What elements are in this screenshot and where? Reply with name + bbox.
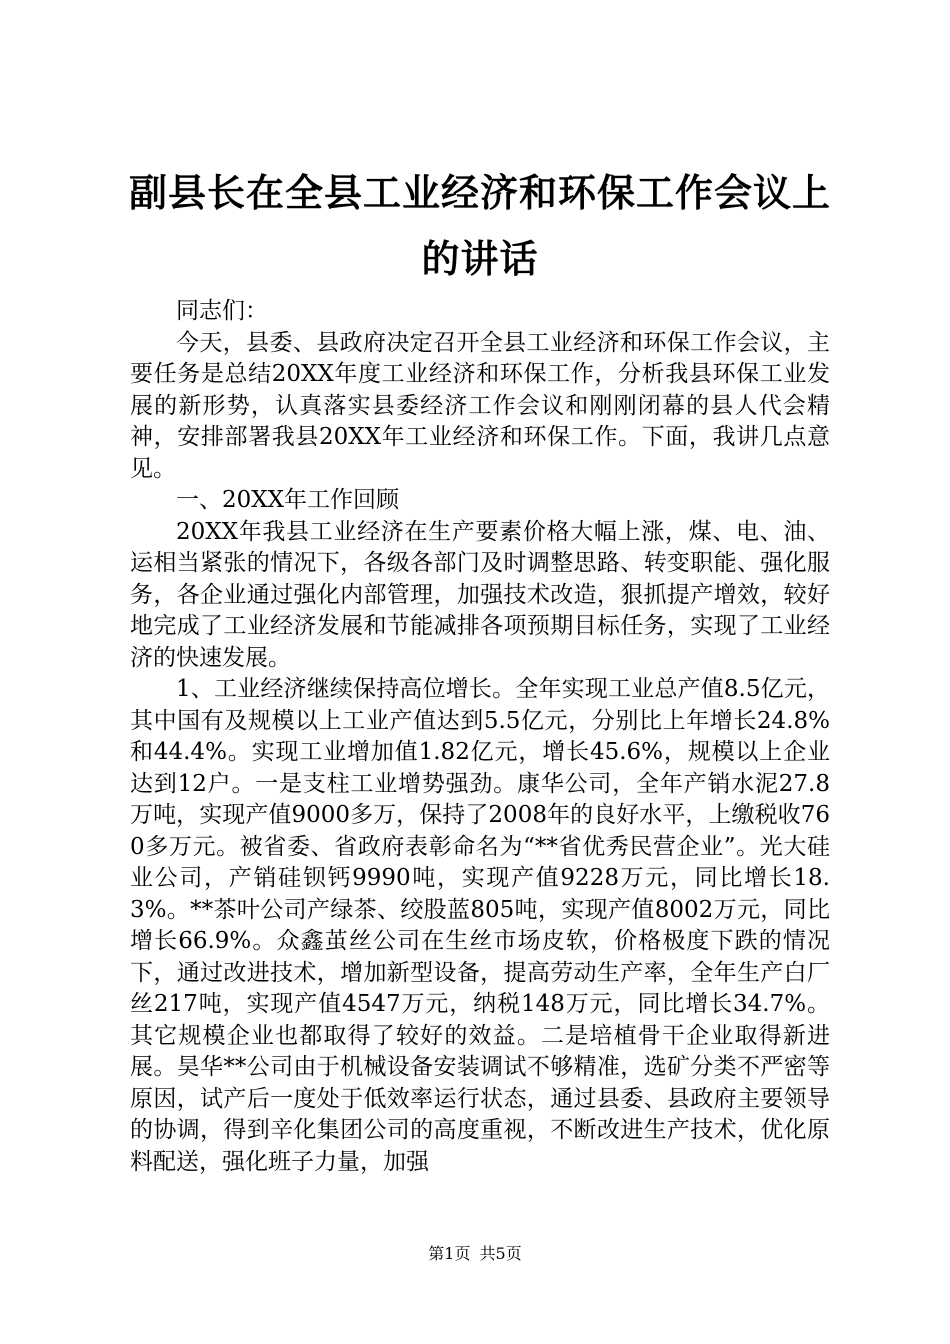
page-number: 第1页: [428, 1244, 471, 1263]
salutation-paragraph: 同志们：: [176, 298, 268, 324]
section-heading: 一、20XX年工作回顾: [176, 487, 400, 513]
body-paragraph: 今天，县委、县政府决定召开全县工业经济和环保工作会议，主要任务是总结20XX年度工业经济和环保工作，分析我县环保工业发展的新形势，认真落实县委经济工作会议和刚刚闭幕的县人代会精神，安排部署我县20XX年工业经济和环保工作。下面，我讲几点意见。: [130, 329, 830, 482]
document-title: 副县长在全县工业经济和环保工作会议上的讲话: [128, 170, 831, 281]
body-paragraph: 1、工业经济继续保持高位增长。全年实现工业总产值8.5亿元，其中国有及规模以上工业产值达到5.5亿元，分别比上年增长24.8%和44.4%。实现工业增加值1.82亿元，增长45.6%，规模以上企业达到12户。一是支柱工业增势强劲。康华公司，全年产销水泥27.8万吨，实现产值9000多万，保持了2008年的良好水平，上缴税收760多万元。被省委、省政府表彰命名为“**省优秀民营企业”。光大硅业公司，产销硅钡钙9990吨，实现产值9228万元，同比增长18.3%。**茶叶公司产绿茶、绞股蓝805吨，实现产值8002万元，同比增长66.9%。众鑫茧丝公司在生丝市场皮软，价格极度下跌的情况下，通过改进技术，增加新型设备，提高劳动生产率，全年生产白厂丝217吨，实现产值4547万元，纳税148万元，同比增长34.7%。其它规模企业也都取得了较好的效益。二是培植骨干企业取得新进展。昊华**公司由于机械设备安装调试不够精准，选矿分类不严密等原因，试产后一度处于低效率运行状态，通过县委、县政府主要领导的协调，得到辛化集团公司的高度重视，不断改进生产技术，优化原料配送，强化班子力量，加强: [130, 676, 830, 1175]
page-footer: [0, 1244, 950, 1264]
body-paragraph: 20XX年我县工业经济在生产要素价格大幅上涨，煤、电、油、运相当紧张的情况下，各级各部门及时调整思路、转变职能、强化服务，各企业通过强化内部管理，加强技术改造，狠抓提产增效，较好地完成了工业经济发展和节能减排各项预期目标任务，实现了工业经济的快速发展。: [130, 518, 830, 671]
document-body: [130, 296, 830, 1178]
page-total: 共5页: [479, 1244, 522, 1263]
